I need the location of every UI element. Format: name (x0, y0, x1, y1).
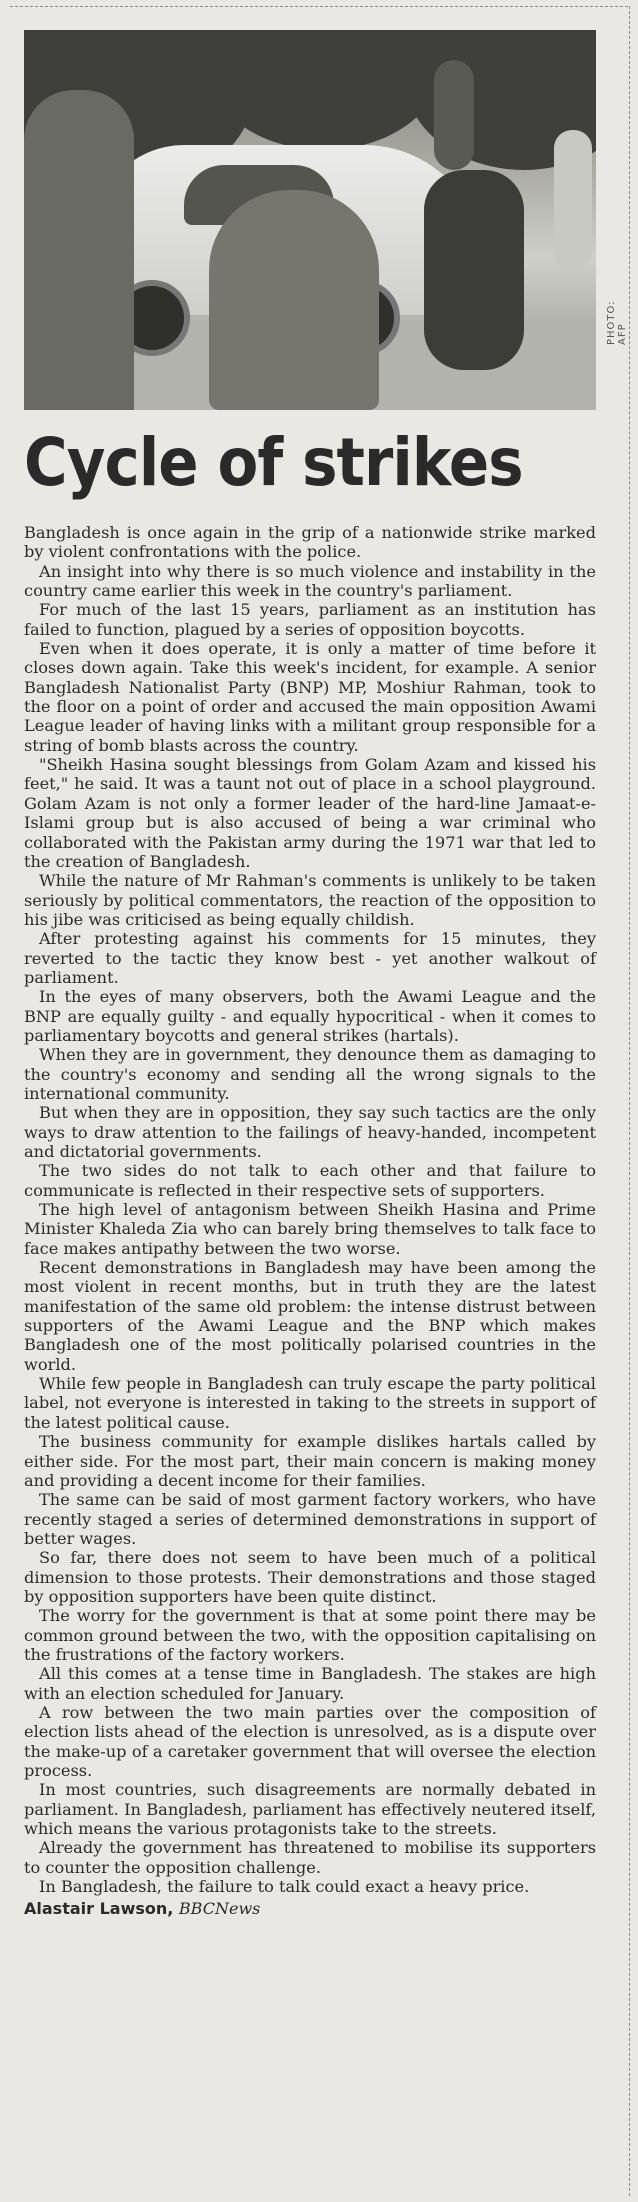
paragraph: So far, there does not seem to have been much of a political dimension to those protests. Their demonstrations and those staged by opposition supporters have been quite distinct. (24, 1548, 596, 1606)
paragraph: Bangladesh is once again in the grip of a nationwide strike marked by violent confrontations with the police. (24, 523, 596, 562)
article-body (24, 523, 596, 1920)
news-photo (24, 30, 596, 410)
paragraph: For much of the last 15 years, parliament as an institution has failed to function, plagued by a series of opposition boycotts. (24, 600, 596, 639)
headline: Cycle of strikes (24, 424, 523, 501)
byline (24, 1898, 596, 1920)
photo-credit: PHOTO: AFP (606, 300, 628, 345)
paragraph: In most countries, such disagreements are normally debated in parliament. In Bangladesh, parliament has effectively neutered itself, which means the various protagonists take to the streets. (24, 1780, 596, 1839)
paragraph: An insight into why there is so much violence and instability in the country came earlier this week in the country's parliament. (24, 561, 596, 601)
paragraph: While few people in Bangladesh can truly escape the party political label, not everyone is interested in taking to the streets in support of the latest political cause. (24, 1374, 596, 1432)
paragraph: The worry for the government is that at some point there may be common ground between the two, with the opposition capitalising on the frustrations of the factory workers. (24, 1606, 596, 1664)
paragraph: While the nature of Mr Rahman's comments is unlikely to be taken seriously by political commentators, the reaction of the opposition to his jibe was criticised as being equally childish. (24, 871, 596, 929)
paragraph: After protesting against his comments for 15 minutes, they reverted to the tactic they know best - yet another walkout of parliament. (24, 929, 596, 987)
paragraph: In Bangladesh, the failure to talk could exact a heavy price. (39, 1877, 530, 1897)
paragraph: Already the government has threatened to mobilise its supporters to counter the opposition challenge. (24, 1838, 596, 1877)
paragraph: The two sides do not talk to each other and that failure to communicate is reflected in their respective sets of supporters. (24, 1161, 596, 1200)
paragraph: Recent demonstrations in Bangladesh may have been among the most violent in recent months, but in truth they are the latest manifestation of the same old problem: the intense distrust between supporters of the Awami League and the BNP which makes Bangladesh one of the most politically polarised countries in the world. (24, 1258, 596, 1374)
paragraph: When they are in government, they denounce them as damaging to the country's economy and sending all the wrong signals to the international community. (24, 1045, 596, 1103)
paragraph: The high level of antagonism between Sheikh Hasina and Prime Minister Khaleda Zia who can barely bring themselves to talk face to face makes antipathy between the two worse. (24, 1200, 596, 1258)
paragraph: The business community for example dislikes hartals called by either side. For the most part, their main concern is making money and providing a decent income for their families. (24, 1432, 596, 1490)
paragraph: "Sheikh Hasina sought blessings from Golam Azam and kissed his feet," he said. It was a taunt not out of place in a school playground. Golam Azam is not only a former leader of the hard-line Jamaat-e-Islami group but is also accused of being a war criminal who collaborated with the Pakistan army during the 1971 war that led to the creation of Bangladesh. (24, 755, 596, 871)
paragraph: But when they are in opposition, they say such tactics are the only ways to draw attention to the failings of heavy-handed, incompetent and dictatorial governments. (24, 1103, 596, 1161)
byline-author: Alastair Lawson, (24, 1899, 174, 1919)
cut-line-right (629, 6, 630, 2196)
paragraph: All this comes at a tense time in Bangladesh. The stakes are high with an election scheduled for January. (24, 1664, 596, 1703)
byline-source: BBCNews (178, 1899, 261, 1919)
paragraph: In the eyes of many observers, both the Awami League and the BNP are equally guilty - and equally hypocritical - when it comes to parliamentary boycotts and general strikes (hartals). (24, 987, 596, 1045)
paragraph: A row between the two main parties over the composition of election lists ahead of the election is unresolved, as is a dispute over the make-up of a caretaker government that will oversee the election process. (24, 1702, 596, 1780)
cut-line-top (10, 6, 628, 7)
paragraph: Even when it does operate, it is only a matter of time before it closes down again. Take this week's incident, for example. A senior Bangladesh Nationalist Party (BNP) MP, Moshiur Rahman, took to the floor on a point of order and accused the main opposition Awami League leader of having links with a militant group responsible for a string of bomb blasts across the country. (24, 639, 596, 755)
paragraph: The same can be said of most garment factory workers, who have recently staged a series of determined demonstrations in support of better wages. (24, 1490, 596, 1548)
